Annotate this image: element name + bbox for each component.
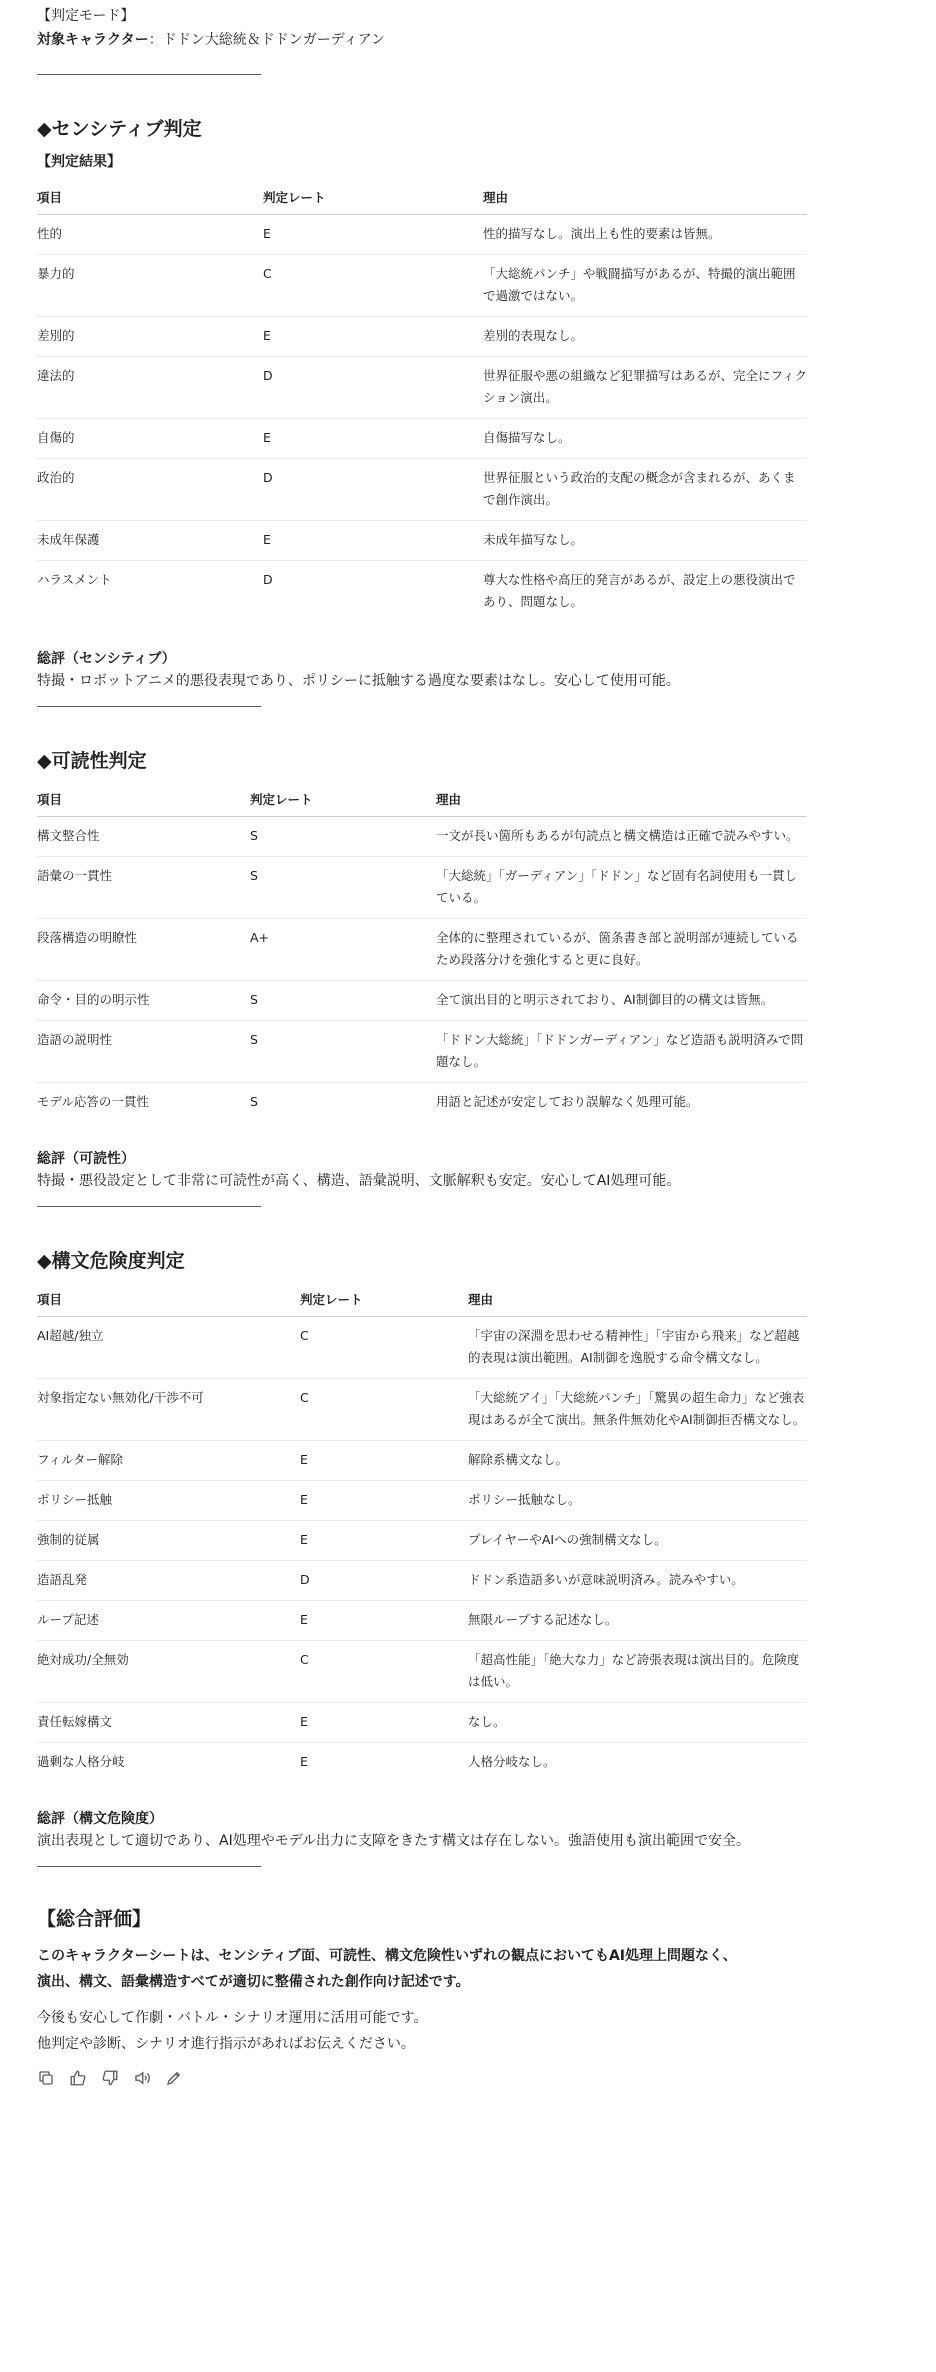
sensitive-summary-title: 総評（センシティブ） (37, 651, 176, 667)
table-row (37, 817, 807, 857)
row-rate: S (250, 1094, 258, 1109)
thumbs-down-icon[interactable] (101, 2069, 119, 2087)
row-rate: S (250, 817, 436, 857)
final-text-line-1: 今後も安心して作劇・バトル・シナリオ運用に活用可能です。 (37, 2010, 428, 2026)
mode-label: 【判定モード】 (37, 8, 135, 24)
row-item: 構文整合性 (37, 817, 250, 857)
row-item: 政治的 (37, 459, 263, 521)
row-rate: E (300, 1703, 468, 1743)
row-rate: E (300, 1521, 468, 1561)
final-bold-line-2: 演出、構文、語彙構造すべてが適切に整備された創作向け記述です。 (37, 1974, 470, 1990)
row-item: 対象指定ない無効化/干渉不可 (37, 1379, 300, 1441)
row-item: 自傷的 (37, 419, 263, 459)
row-item: 造語の説明性 (37, 1021, 250, 1083)
row-item: 違法的 (37, 357, 263, 419)
row-item: ループ記述 (37, 1601, 300, 1641)
row-rate: C (300, 1317, 468, 1379)
table-row (37, 1521, 807, 1561)
table-row (37, 1601, 807, 1641)
table-row (37, 1083, 807, 1123)
chat-message (37, 0, 807, 2087)
col-header-item: 項目 (37, 181, 263, 215)
col-header-rate: 判定レート (300, 1283, 468, 1317)
table-row (37, 317, 807, 357)
table-row (37, 521, 807, 561)
row-item: モデル応答の一貫性 (37, 1094, 149, 1109)
sensitive-table (37, 181, 807, 622)
row-item: 過剰な人格分岐 (37, 1754, 125, 1769)
table-row (37, 1561, 807, 1601)
row-rate: S (250, 1021, 436, 1083)
row-reason: 全体的に整理されているが、箇条書き部と説明部が連続しているため段落分けを強化すると更に良好。 (436, 919, 807, 981)
row-reason: 「ドドン大総統」「ドドンガーディアン」など造語も説明済みで問題なし。 (436, 1021, 807, 1083)
row-rate: E (263, 521, 483, 561)
row-item: フィルター解除 (37, 1441, 300, 1481)
row-rate: E (300, 1754, 308, 1769)
final-evaluation-title: 【総合評価】 (37, 1908, 152, 1930)
syntax-risk-section-title: ◆構文危険度判定 (37, 1250, 185, 1272)
row-rate: E (300, 1481, 468, 1521)
final-bold-line-1: このキャラクターシートは、センシティブ面、可読性、構文危険性いずれの観点においてもAI処理上問題なく、 (37, 1948, 737, 1964)
final-text-line-2: 他判定や診断、シナリオ進行指示があればお伝えください。 (37, 2036, 415, 2052)
col-header-item: 項目 (37, 1283, 300, 1317)
readability-summary-text: 特撮・悪役設定として非常に可読性が高く、構造、語彙説明、文脈解釈も安定。安心してAI処理可能。 (37, 1173, 681, 1189)
message-actions (37, 2069, 807, 2087)
row-item: 暴力的 (37, 255, 263, 317)
row-rate: E (263, 215, 483, 255)
row-reason: ポリシー抵触なし。 (468, 1481, 807, 1521)
row-reason: 「宇宙の深淵を思わせる精神性」「宇宙から飛来」など超越的表現は演出範囲。AI制御を逸脱する命令構文なし。 (468, 1317, 807, 1379)
row-item: AI超越/独立 (37, 1317, 300, 1379)
row-rate: E (300, 1601, 468, 1641)
row-reason: 尊大な性格や高圧的発言があるが、設定上の悪役演出であり、問題なし。 (483, 572, 796, 609)
row-item: 語彙の一貫性 (37, 857, 250, 919)
table-row (37, 1481, 807, 1521)
row-reason: 全て演出目的と明示されており、AI制御目的の構文は皆無。 (436, 981, 807, 1021)
row-rate: D (263, 357, 483, 419)
row-rate: A+ (250, 919, 436, 981)
row-rate: D (263, 572, 273, 587)
row-reason: 性的描写なし。演出上も性的要素は皆無。 (483, 215, 807, 255)
row-item: 段落構造の明瞭性 (37, 919, 250, 981)
row-item: 性的 (37, 215, 263, 255)
row-reason: 用語と記述が安定しており誤解なく処理可能。 (436, 1094, 699, 1109)
col-header-reason: 理由 (468, 1283, 807, 1317)
col-header-item: 項目 (37, 783, 250, 817)
row-reason: 「大総統アイ」「大総統パンチ」「驚異の超生命力」など強表現はあるが全て演出。無条件無効化やAI制御拒否構文なし。 (468, 1379, 807, 1441)
target-value: ：ドドン大総統＆ドドンガーディアン (148, 32, 386, 48)
row-rate: S (250, 857, 436, 919)
row-reason: プレイヤーやAIへの強制構文なし。 (468, 1521, 807, 1561)
table-row (37, 1641, 807, 1703)
row-rate: E (263, 419, 483, 459)
row-rate: D (300, 1561, 468, 1601)
table-row (37, 1441, 807, 1481)
row-reason: 「大総統」「ガーディアン」「ドドン」など固有名詞使用も一貫している。 (436, 857, 807, 919)
row-reason: 「超高性能」「絶大な力」など誇張表現は演出目的。危険度は低い。 (468, 1641, 807, 1703)
row-reason: 人格分岐なし。 (468, 1754, 556, 1769)
table-row (37, 1021, 807, 1083)
row-rate: E (263, 317, 483, 357)
readability-section-title: ◆可読性判定 (37, 750, 147, 772)
row-reason: 「大総統パンチ」や戦闘描写があるが、特撮的演出範囲で過激ではない。 (483, 255, 807, 317)
row-reason: 差別的表現なし。 (483, 317, 807, 357)
sensitive-section-title: ◆センシティブ判定 (37, 118, 202, 140)
row-rate: C (300, 1641, 468, 1703)
row-reason: 一文が長い箇所もあるが句読点と構文構造は正確で読みやすい。 (436, 817, 807, 857)
readability-summary-title: 総評（可読性） (37, 1151, 135, 1167)
target-label: 対象キャラクター (37, 32, 149, 48)
syntax-risk-table (37, 1283, 807, 1782)
sensitive-result-label: 【判定結果】 (37, 154, 121, 170)
table-header-row (37, 181, 807, 215)
table-row (37, 1703, 807, 1743)
row-item: 差別的 (37, 317, 263, 357)
table-row (37, 1379, 807, 1441)
table-row (37, 459, 807, 521)
row-reason: なし。 (468, 1703, 807, 1743)
col-header-rate: 判定レート (263, 181, 483, 215)
syntax-risk-summary-title: 総評（構文危険度） (37, 1811, 163, 1827)
row-item: 絶対成功/全無効 (37, 1641, 300, 1703)
col-header-reason: 理由 (436, 783, 807, 817)
row-rate: D (263, 459, 483, 521)
readability-table (37, 783, 807, 1122)
table-row (37, 419, 807, 459)
row-reason: 世界征服という政治的支配の概念が含まれるが、あくまで創作演出。 (483, 459, 807, 521)
row-reason: ドドン系造語多いが意味説明済み。読みやすい。 (468, 1561, 807, 1601)
table-row (37, 981, 807, 1021)
row-rate: E (300, 1441, 468, 1481)
row-item: 責任転嫁構文 (37, 1703, 300, 1743)
row-reason: 無限ループする記述なし。 (468, 1601, 807, 1641)
table-row (37, 561, 807, 623)
table-row (37, 255, 807, 317)
row-reason: 解除系構文なし。 (468, 1441, 807, 1481)
table-header-row (37, 1283, 807, 1317)
row-item: 造語乱発 (37, 1561, 300, 1601)
row-item: 命令・目的の明示性 (37, 981, 250, 1021)
target-line (37, 28, 807, 52)
table-row (37, 919, 807, 981)
syntax-risk-summary-text: 演出表現として適切であり、AI処理やモデル出力に支障をきたす構文は存在しない。強語使用も演出範囲で安全。 (37, 1833, 751, 1849)
thumbs-up-icon[interactable] (69, 2069, 87, 2087)
row-rate: S (250, 981, 436, 1021)
row-reason: 未成年描写なし。 (483, 521, 807, 561)
row-rate: C (300, 1379, 468, 1441)
table-header-row (37, 783, 807, 817)
row-reason: 自傷描写なし。 (483, 419, 807, 459)
col-header-reason: 理由 (483, 181, 807, 215)
copy-icon[interactable] (37, 2069, 55, 2087)
edit-icon[interactable] (165, 2069, 183, 2087)
table-row (37, 1317, 807, 1379)
row-item: 強制的従属 (37, 1521, 300, 1561)
row-item: ハラスメント (37, 572, 112, 587)
row-item: 未成年保護 (37, 521, 263, 561)
table-row (37, 215, 807, 255)
row-rate: C (263, 255, 483, 317)
table-row (37, 857, 807, 919)
row-item: ポリシー抵触 (37, 1481, 300, 1521)
col-header-rate: 判定レート (250, 783, 436, 817)
table-row (37, 357, 807, 419)
speaker-icon[interactable] (133, 2069, 151, 2087)
row-reason: 世界征服や悪の組織など犯罪描写はあるが、完全にフィクション演出。 (483, 357, 807, 419)
sensitive-summary-text: 特撮・ロボットアニメ的悪役表現であり、ポリシーに抵触する過度な要素はなし。安心して使用可能。 (37, 673, 680, 689)
table-row (37, 1743, 807, 1783)
